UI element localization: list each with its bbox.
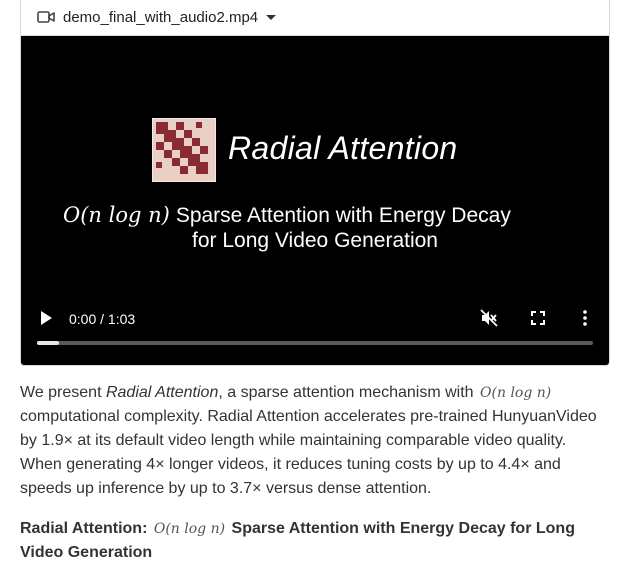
video-card-header — [21, 0, 609, 36]
video-card — [20, 0, 610, 366]
video-camera-icon — [37, 10, 55, 24]
video-file-name: demo_final_with_audio2.mp4 — [63, 8, 259, 26]
abstract-method-name: Radial Attention — [105, 384, 219, 401]
play-icon[interactable] — [39, 310, 53, 326]
video-subtitle-math: 𝑂(𝑛 log 𝑛) — [63, 203, 170, 227]
more-icon[interactable] — [579, 309, 591, 327]
abstract-paragraph — [20, 381, 610, 501]
paper-title-suffix: Sparse Attention with Energy Decay for Long Video Generation — [20, 520, 575, 561]
video-player[interactable] — [21, 36, 609, 365]
progress-fill — [37, 341, 59, 345]
time-display: 0:00 / 1:03 — [69, 311, 136, 327]
paper-title-prefix: Radial Attention: — [20, 520, 148, 537]
progress-bar[interactable] — [37, 341, 593, 345]
abstract-part1: , a sparse attention mechanism with — [218, 384, 479, 401]
chevron-down-icon[interactable] — [266, 15, 276, 20]
video-subtitle-text: Sparse Attention with Energy Decay — [175, 204, 511, 227]
video-subtitle-line2: for Long Video Generation — [192, 229, 438, 252]
video-subtitle-line1 — [63, 203, 583, 228]
fullscreen-icon[interactable] — [529, 309, 547, 327]
video-title-text: Radial Attention — [228, 130, 458, 166]
paper-title-math: O(n log n) — [153, 521, 226, 537]
abstract-part2: computational complexity. Radial Attention accelerates pre-trained HunyuanVideo by 1.9× at its default video length while maintaining comparable video quality. When generating 4× longer videos, it reduces tuning costs by up to 4.4× and speeds up inference by up to 3.7× versus dense attention. — [20, 408, 597, 497]
abstract-intro: We present — [20, 384, 106, 401]
paper-title — [20, 517, 610, 565]
muted-icon[interactable] — [479, 309, 499, 327]
radial-attention-logo — [152, 118, 216, 182]
abstract-math: O(n log n) — [480, 385, 552, 401]
